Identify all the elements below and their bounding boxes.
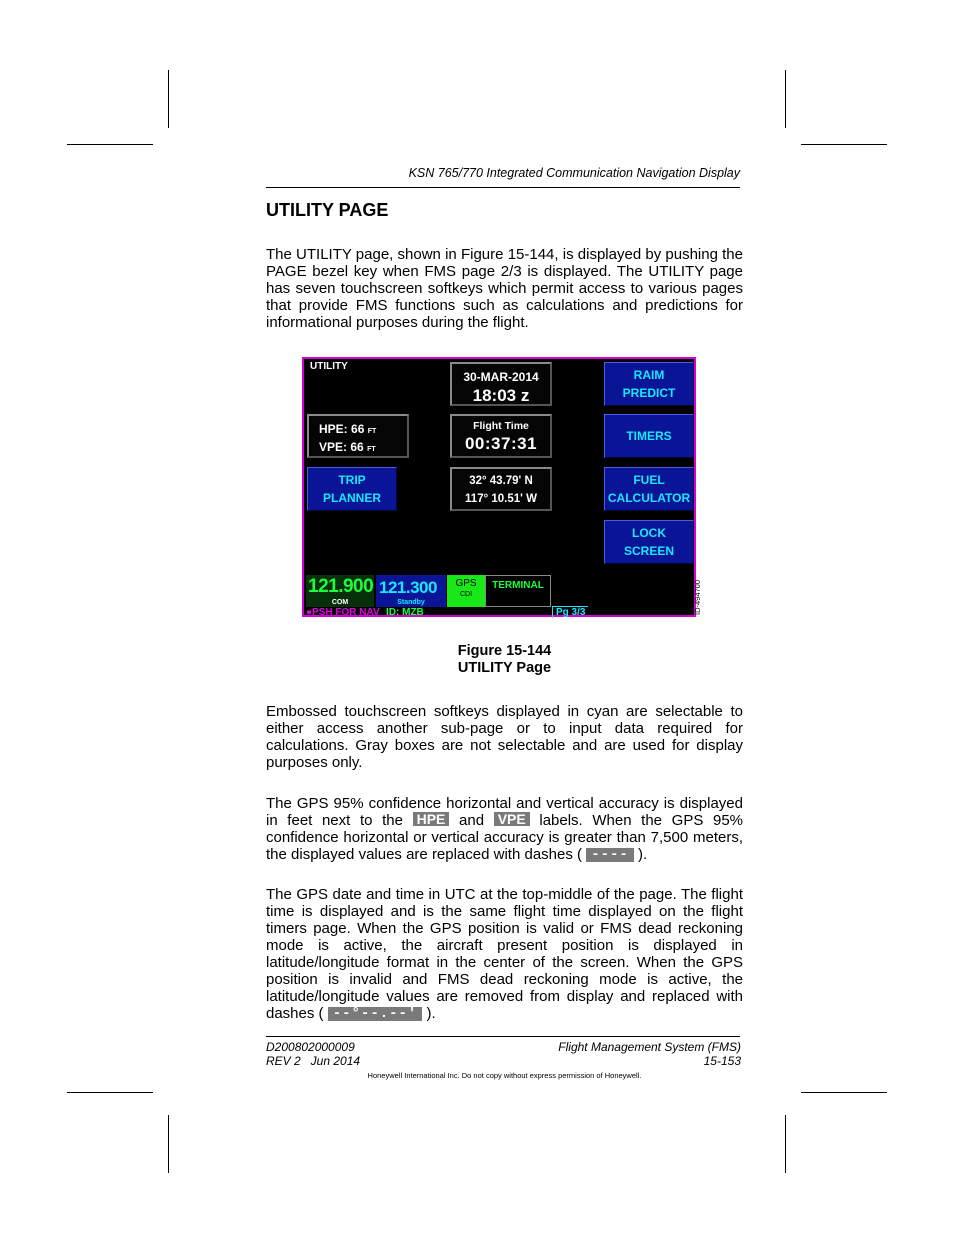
date-value: 30-MAR-2014 (463, 370, 539, 384)
manual-title: Flight Management System (FMS) (558, 1040, 741, 1054)
flight-time-label: Flight Time (473, 420, 529, 432)
hpe-chip: HPE (413, 812, 450, 826)
flight-time-box (450, 414, 552, 458)
crop-mark (168, 70, 169, 128)
radio-bar (304, 575, 694, 607)
crop-mark (67, 1092, 153, 1093)
longitude-value: 117° 10.51' W (465, 493, 537, 505)
header-rule (266, 187, 740, 188)
vpe-label: VPE: (319, 440, 348, 454)
crop-mark (67, 144, 153, 145)
section-title: UTILITY PAGE (266, 200, 389, 220)
standby-frequency: 121.300 (379, 578, 437, 597)
fuel-calculator-button[interactable] (604, 467, 694, 511)
crop-mark (168, 1115, 169, 1173)
raim-label-line2: PREDICT (622, 386, 676, 400)
trip-label-line1: TRIP (338, 473, 366, 487)
hpe-value: 66 (351, 422, 365, 436)
screen-page-label: UTILITY (310, 361, 348, 372)
flight-time-value: 00:37:31 (464, 434, 538, 453)
page-indicator: Pg 3/3 (552, 606, 588, 618)
lat-lon-box (450, 467, 552, 511)
station-id: ID: MZB (386, 607, 424, 618)
revision: REV 2 Jun 2014 (266, 1054, 361, 1068)
copyright: Honeywell International Inc. Do not copy without express permission of Honeywell. (367, 1071, 642, 1080)
hpe-readout (319, 422, 376, 436)
timers-button[interactable] (604, 414, 694, 458)
timers-label: TIMERS (626, 429, 672, 443)
figure-title: UTILITY Page (457, 660, 552, 676)
crop-mark (785, 70, 786, 128)
gps-cdi-button[interactable] (447, 575, 485, 607)
vpe-chip: VPE (494, 812, 530, 826)
fuel-label-line1: FUEL (633, 473, 665, 487)
position-text: The GPS date and time in UTC at the top-middle of the page. The flight time is displayed and is the same flight time displayed on the flight timers page. When the GPS position is valid or FMS dead reckoning mode is active, the aircraft present position is displayed in latitude/longitude format in the center of the screen. When the GPS position is invalid and FMS dead reckoning mode is active, the latitude/longitude values are removed from display and replaced with dashes ( (266, 886, 743, 1022)
fuel-label-line2: CALCULATOR (607, 491, 691, 505)
com-frequency-button[interactable] (306, 575, 374, 607)
accuracy-text-and: and (459, 812, 485, 829)
trip-planner-button[interactable] (307, 467, 397, 511)
figure-caption (266, 643, 743, 677)
page-number: 15-153 (703, 1054, 741, 1068)
accuracy-text-2: labels. When the GPS 95% confidence horizontal or vertical accuracy is greater than 7,500 meters, the displayed values are replaced with dashes ( (266, 812, 743, 863)
standby-label: Standby (397, 599, 425, 606)
position-text-end: ). (426, 1005, 436, 1022)
hpe-vpe-box (307, 414, 409, 458)
vpe-unit: FT (367, 446, 376, 453)
lock-label-line1: LOCK (632, 526, 666, 540)
figure-id: ID-494700 (693, 579, 702, 615)
lock-label-line2: SCREEN (623, 544, 674, 558)
lock-screen-button[interactable] (604, 520, 694, 564)
latlon-dashes-chip: --°--.--' (328, 1007, 423, 1021)
cdi-label: CDI (459, 591, 473, 598)
date-time-box (450, 362, 552, 406)
latitude-value: 32° 43.79' N (469, 475, 533, 487)
hpe-label: HPE: (319, 422, 348, 436)
hpe-unit: FT (367, 428, 377, 435)
figure-number: Figure 15-144 (457, 643, 552, 659)
footer-rule (266, 1036, 740, 1037)
accuracy-paragraph (266, 795, 743, 863)
vpe-readout (319, 440, 376, 454)
raim-label-line1: RAIM (633, 368, 665, 382)
standby-frequency-button[interactable] (376, 575, 446, 607)
terminal-label: TERMINAL (492, 580, 544, 591)
crop-mark (801, 1092, 887, 1093)
softkey-paragraph: Embossed touchscreen softkeys displayed in cyan are selectable to either access another sub-page or to input data required for calculations. Gray boxes are not selectable and are used for display purposes only. (266, 703, 743, 771)
crop-mark (801, 144, 887, 145)
accuracy-text-end: ). (637, 846, 648, 863)
accuracy-text-1: The GPS 95% confidence horizontal and vertical accuracy is displayed in feet next to the (266, 795, 743, 829)
running-title: KSN 765/770 Integrated Communication Navigation Display (408, 166, 740, 180)
gps-label: GPS (455, 578, 477, 589)
com-label: COM (331, 599, 349, 606)
position-paragraph (266, 886, 743, 1022)
raim-predict-button[interactable] (604, 362, 694, 406)
trip-label-line2: PLANNER (322, 491, 381, 505)
vpe-value: 66 (350, 440, 364, 454)
terminal-indicator (485, 575, 551, 607)
utility-screen (302, 357, 696, 617)
intro-paragraph: The UTILITY page, shown in Figure 15-144, is displayed by pushing the PAGE bezel key when FMS page 2/3 is displayed. The UTILITY page has seven touchscreen softkeys which permit access to various pages that provide FMS functions such as calculations and predictions for informational purposes during the flight. (266, 246, 743, 331)
psh-for-nav-prompt: ●PSH FOR NAV (306, 607, 380, 618)
doc-number: D200802000009 (266, 1040, 355, 1054)
dashes-chip: ---- (586, 848, 634, 862)
time-value: 18:03 z (472, 386, 530, 405)
com-frequency: 121.900 (308, 576, 374, 597)
crop-mark (785, 1115, 786, 1173)
